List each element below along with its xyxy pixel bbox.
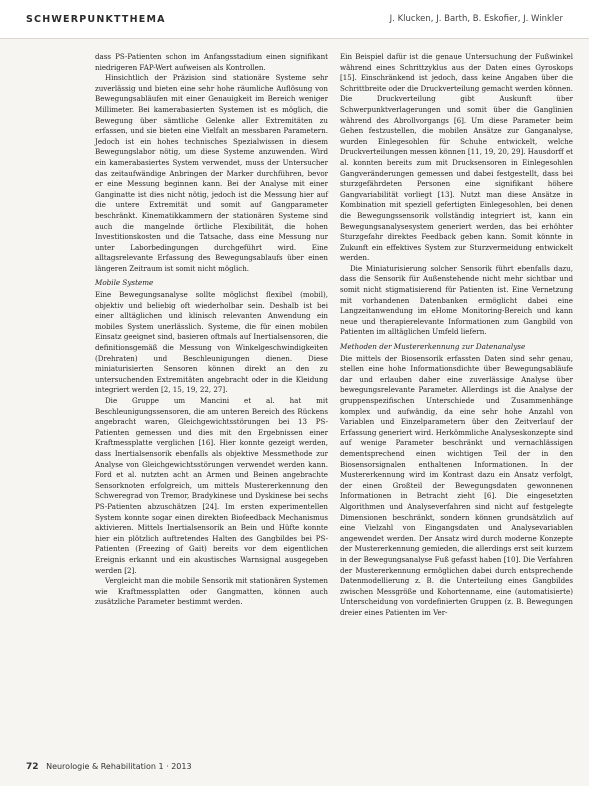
journal-citation: Neurologie & Rehabilitation 1 · 2013 [46, 762, 192, 771]
body-paragraph: Die mittels der Biosensorik erfassten Daten sind sehr genau, stellen eine hohe Informationsdichte über Bewegungsabläufe dar und erlauben daher eine zuverlässige Analyse über bewegungsrelevante Parameter. Allerdings ist die Analyse der gruppenspezifischen Unterschiede und Zusammenhänge komplex und aufwändig, da eine sehr hohe Anzahl von Variablen und Einzelparametern über den Zeitverlauf der Erfassung generiert wird. Herkömmliche Analyseskonzepte sind auf wenige Parameter beschränkt und vernachlässigen dementsprechend einen wichtigen Teil der in den Biosensorsignalen enthaltenen Informationen. In der Mustererkennung wird im Kontrast dazu ein Ansatz verfolgt, der einen Großteil der Bewegungsdaten gewonnenen Informationen in Betracht zieht [6]. Die eingesetzten Algorithmen und Analyseverfahren sind nicht auf festgelegte Dimensionen beschränkt, sondern können grundsätzlich auf eine Vielzahl von Eingangsdaten und Analysevariablen angewendet werden. Der Ansatz wird durch moderne Konzepte der Mustererkennung gemieden, die allerdings erst seit kurzem in der Bewegungsanalyse Fuß gefasst haben [10]. Die Verfahren der Mustererkennung ermöglichen dabei durch entsprechende Datenmodellierung z. B. die Unterteilung eines Gangbildes zwischen Messgröße und Kohortenname, eine (automatisierte) Unterscheidung von vordefinierten Gruppen (z. B. Bewegungen dreier eines Patienten im Ver- [340, 353, 573, 617]
body-paragraph: Hinsichtlich der Präzision sind stationäre Systeme sehr zuverlässig und bieten eine sehr hohe räumliche Auflösung von Bewegungsabläufen mit einer Genauigkeit im Bereich weniger Millimeter. Bei kamerabasierten Systemen ist es möglich, die Bewegung über sämtliche Gelenke aller Extremitäten zu erfassen, und sie bieten eine Vielfalt an messbaren Parametern. Jedoch ist ein hohes technisches Spezialwissen in diesem Bewegungslabor nötig, um diese Systeme anzuwenden. Wird ein kamerabasiertes System verwendet, muss der Untersucher das zeitaufwändige Anbringen der Marker durchführen, bevor er eine Messung beginnen kann. Bei der Analyse mit einer Ganginatte ist dies nicht nötig, jedoch ist die Messung hier auf die untere Extremität und somit auf Gangparameter beschränkt. Kinematikkammern der stationären Systeme sind auch die mangelnde örtliche Flexibilität, die hohen Investitionskosten und die Tatsache, dass eine Messung nur unter Laborbedingungen durchgeführt wird. Eine alltagsrelevante Erfassung des Bewegungsablaufs über einen längeren Zeitraum ist somit nicht möglich. [95, 73, 328, 273]
section-heading: Methoden der Mustererkennung zur Datenanalyse [340, 342, 526, 352]
body-paragraph: Eine Bewegungsanalyse sollte möglichst flexibel (mobil), objektiv und beliebig oft wiederholbar sein. Deshalb ist bei einer alltäglichen und klinisch relevanten Anwendung ein mobiles System unerlässlich. Systeme, die für einen mobilen Einsatz geeignet sind, basieren oftmals auf Inertialsensoren, die definitionsgemäß die Messung von Winkelgeschwindigkeiten (Drehraten) und Beschleunigungen dienen. Diese miniaturisierten Sensoren können direkt an den zu untersuchenden Extremitäten angebracht oder in die Kleidung integriert werden [2, 15, 19, 22, 27]. [95, 290, 328, 395]
section-heading: Mobile Systeme [95, 278, 154, 288]
body-paragraph: Die Miniaturisierung solcher Sensorik führt ebenfalls dazu, dass die Sensorik für Außenstehende nicht mehr sichtbar und somit nicht stigmatisierend für Patienten ist. Eine Vernetzung mit vorhandenen Datenbanken ermöglicht dabei eine Langzeitanwendung im eHome Monitoring-Bereich und kann neue und therapierelevante Informationen zum Gangbild von Patienten im alltäglichen Umfeld liefern. [340, 263, 573, 337]
page-number: 72 [26, 762, 39, 772]
body-paragraph: dass PS-Patienten schon im Anfangsstadium einen signifikant niedrigeren FAP-Wert aufweisen als Kontrollen. [95, 52, 328, 72]
section-label: SCHWERPUNKTTHEMA [26, 14, 166, 25]
page-header [0, 0, 589, 39]
page-footer [26, 762, 192, 772]
right-text-column [340, 52, 573, 618]
author-line: J. Klucken, J. Barth, B. Eskofier, J. Winkler [389, 14, 563, 24]
body-paragraph: Vergleicht man die mobile Sensorik mit stationären Systemen wie Kraftmessplatten oder Gangmatten, können auch zusätzliche Parameter bestimmt werden. [95, 576, 328, 607]
left-text-column [95, 52, 328, 608]
body-paragraph: Ein Beispiel dafür ist die genaue Untersuchung der Fußwinkel während eines Schrittzyklus aus der Daten eines Gyroskops [15]. Einschränkend ist jedoch, dass keine Angaben über die Schrittbreite oder die Druckverteilung gemacht werden können. Die Druckverteilung gibt Auskunft über Schwerpunktverlagerungen und somit über die Ganglinien während des Abrollvorgangs [6]. Um diese Parameter beim Gehen festzustellen, die mobilen Ansätze zur Ganganalyse, wurden Einlegesohlen für Schuhe entwickelt, welche Druckverteilungen messen können [11, 19, 20, 29]. Hausdorff et al. konnten bereits zum mit Drucksensoren in Einlegesohlen Gangveränderungen gemessen und dabei festgestellt, dass bei sturzgefährdeten Personen eine signifikant höhere Gangvariabilität vorliegt [13]. Nutzt man diese Ansätze in Kombination mit speziell gefertigten Einlegesohlen, bei denen die Bewegungssensorik vollständig integriert ist, kann ein Bewegungsanalysesystem generiert werden, das bei erhöhter Sturzgefahr direktes Feedback geben kann. Somit könnte in Zukunft ein effektives System zur Sturzvermeidung entwickelt werden. [340, 52, 573, 263]
body-paragraph: Die Gruppe um Mancini et al. hat mit Beschleunigungssensoren, die am unteren Bereich des Rückens angebracht waren, Gleichgewichtsstörungen bei 13 PS-Patienten gemessen und dies mit den Ergebnissen einer Kraftmessplatte verglichen [16]. Hier konnte gezeigt werden, dass Inertialsensorik ebenfalls als objektive Messmethode zur Analyse von Gleichgewichtsstörungen verwendet werden kann. Ford et al. nutzten acht an Armen und Beinen angebrachte Sensorknoten erfolgreich, um mittels Mustererkennung den Schweregrad von Tremor, Bradykinese und Dyskinese bei sechs PS-Patienten abzuschätzen [24]. Im ersten experimentellen System konnte sogar einen direkten Biofeedback Mechanismus aktivieren. Mittels Inertialsensorik an Bein und Hüfte konnte hier ein plötzlich auftretendes Halten des Gangbildes bei PS-Patienten (Freezing of Gait) bereits vor dem eigentlichen Ereignis erkannt und ein akustisches Warnsignal ausgegeben werden [2]. [95, 396, 328, 575]
